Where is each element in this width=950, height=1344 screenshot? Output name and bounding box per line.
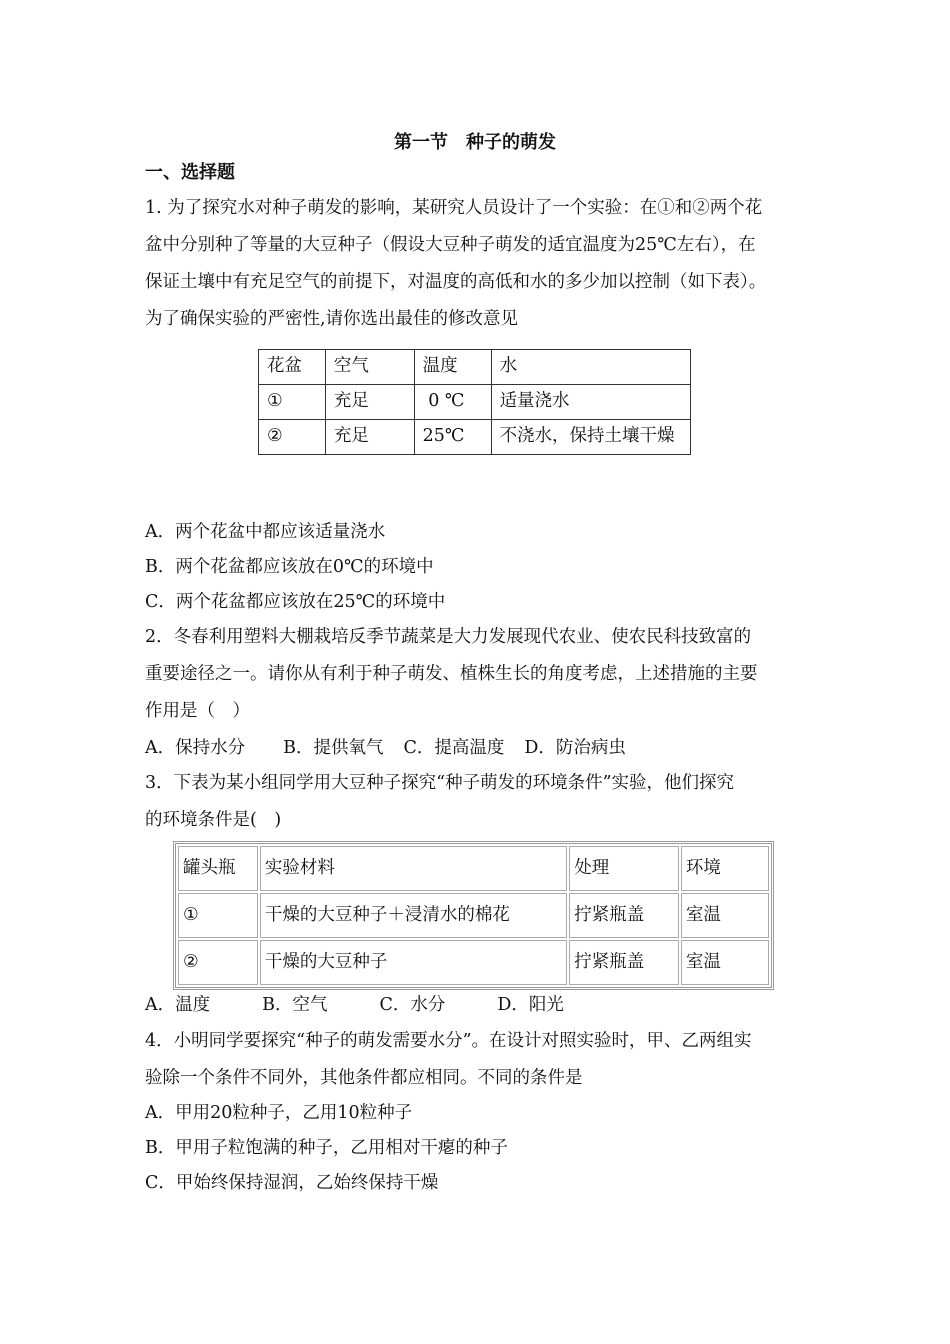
q3-option-b: B．空气 — [262, 995, 328, 1015]
q2-option-d: D．防治病虫 — [524, 738, 626, 758]
q2-line: 2．冬春利用塑料大棚栽培反季节蔬菜是大力发展现代农业、使农民科技致富的 — [145, 627, 752, 647]
q3-line: 的环境条件是( ) — [145, 810, 282, 830]
table-header-cell: 罐头瓶 — [178, 846, 258, 891]
table-cell: 0 ℃ — [414, 385, 491, 420]
table-cell: 充足 — [325, 420, 414, 455]
q4-line: 验除一个条件不同外，其他条件都应相同。不同的条件是 — [145, 1068, 583, 1088]
q1-table — [258, 349, 691, 455]
q3-options — [145, 995, 564, 1015]
q1-line: 1. 为了探究水对种子萌发的影响，某研究人员设计了一个实验：在①和②两个花 — [145, 198, 763, 218]
table-row — [178, 893, 769, 938]
q1-option-a: A．两个花盆中都应该适量浇水 — [145, 522, 386, 542]
q3-table — [173, 841, 774, 990]
table-header-cell: 花盆 — [259, 350, 326, 385]
table-cell: 拧紧瓶盖 — [569, 940, 679, 985]
section-heading: 一、选择题 — [145, 162, 235, 183]
q1-option-c: C．两个花盆都应该放在25℃的环境中 — [145, 592, 446, 612]
q4-option-a: A．甲用20粒种子，乙用10粒种子 — [145, 1103, 413, 1123]
q3-option-d: D．阳光 — [497, 995, 564, 1015]
table-header-cell: 温度 — [414, 350, 491, 385]
q4-line: 4．小明同学要探究“种子的萌发需要水分”。在设计对照实验时，甲、乙两组实 — [145, 1031, 752, 1051]
page-title: 第一节 种子的萌发 — [394, 132, 556, 153]
table-cell: ② — [178, 940, 258, 985]
q1-option-b: B．两个花盆都应该放在0℃的环境中 — [145, 557, 434, 577]
table-header-cell: 水 — [491, 350, 690, 385]
q2-option-a: A．保持水分 — [145, 738, 246, 758]
table-row — [259, 385, 691, 420]
table-header-row — [178, 846, 769, 891]
table-cell: ② — [259, 420, 326, 455]
table-cell: 适量浇水 — [491, 385, 690, 420]
q3-option-c: C．水分 — [379, 995, 446, 1015]
q2-line: 重要途径之一。请你从有利于种子萌发、植株生长的角度考虑，上述措施的主要 — [145, 664, 758, 684]
table-header-cell: 空气 — [325, 350, 414, 385]
q2-option-b: B．提供氧气 — [283, 738, 384, 758]
table-cell: 拧紧瓶盖 — [569, 893, 679, 938]
table-header-row — [259, 350, 691, 385]
table-header-cell: 实验材料 — [260, 846, 567, 891]
table-header-cell: 环境 — [681, 846, 769, 891]
table-cell: 室温 — [681, 893, 769, 938]
table-row — [178, 940, 769, 985]
q2-option-c: C．提高温度 — [403, 738, 505, 758]
table-cell: ① — [178, 893, 258, 938]
table-cell: 干燥的大豆种子 — [260, 940, 567, 985]
q3-line: 3．下表为某小组同学用大豆种子探究“种子萌发的环境条件”实验，他们探究 — [145, 773, 735, 793]
q4-option-b: B．甲用子粒饱满的种子，乙用相对干瘪的种子 — [145, 1138, 508, 1158]
table-cell: 25℃ — [414, 420, 491, 455]
table-header-cell: 处理 — [569, 846, 679, 891]
q3-option-a: A．温度 — [145, 995, 211, 1015]
q1-line: 为了确保实验的严密性,请你选出最佳的修改意见 — [145, 309, 519, 329]
q1-line: 保证土壤中有充足空气的前提下，对温度的高低和水的多少加以控制（如下表）。 — [145, 272, 767, 292]
q4-option-c: C．甲始终保持湿润，乙始终保持干燥 — [145, 1173, 439, 1193]
table-cell: 干燥的大豆种子＋浸清水的棉花 — [260, 893, 567, 938]
q1-line: 盆中分别种了等量的大豆种子（假设大豆种子萌发的适宜温度为25℃左右），在 — [145, 235, 756, 255]
table-cell: 不浇水，保持土壤干燥 — [491, 420, 690, 455]
table-row — [259, 420, 691, 455]
q2-line: 作用是（ ） — [145, 701, 250, 721]
table-cell: ① — [259, 385, 326, 420]
table-cell: 充足 — [325, 385, 414, 420]
table-cell: 室温 — [681, 940, 769, 985]
q2-options — [145, 738, 626, 758]
